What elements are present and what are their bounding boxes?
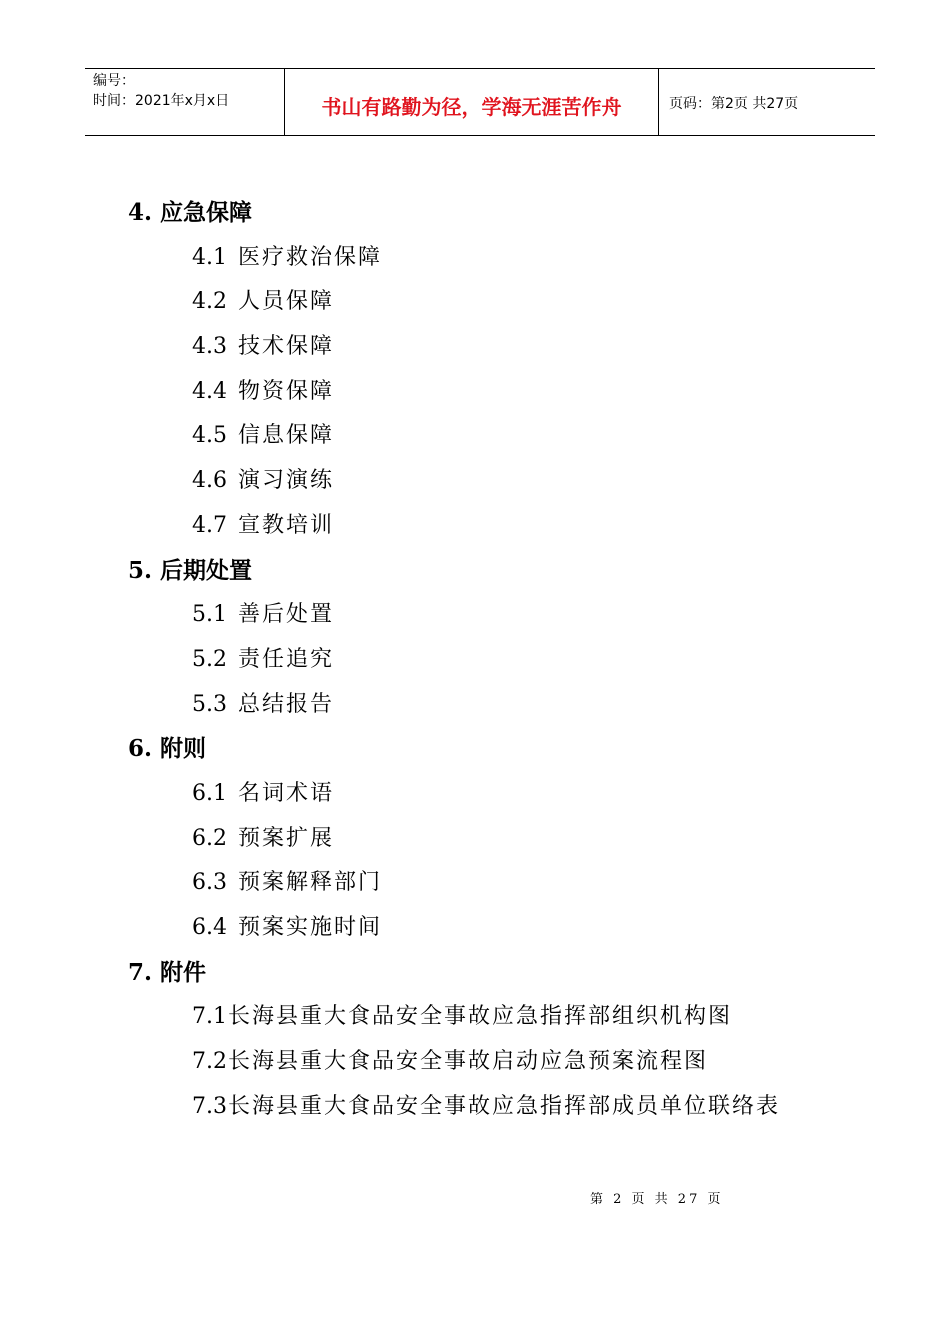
toc-item-7-1 (192, 995, 732, 1039)
toc-item-7-3 (192, 1085, 780, 1129)
toc-item-text: 宣教培训 (238, 513, 335, 538)
toc-item-text: 长海县重大食品安全事故应急指挥部组织机构图 (228, 1004, 733, 1029)
toc-item-text: 医疗救治保障 (238, 245, 383, 270)
toc-item-4-6 (192, 459, 334, 503)
toc-item-5-2 (192, 638, 334, 682)
toc-item-number: 4.7 (192, 513, 227, 538)
page-footer: 第 2 页 共 27 页 (590, 1192, 724, 1207)
toc-item-number: 5.1 (192, 602, 227, 627)
page-header (85, 68, 875, 136)
toc-item-text: 演习演练 (238, 468, 335, 493)
toc-item-number: 7.2 (192, 1049, 227, 1074)
toc-item-text: 预案解释部门 (238, 870, 383, 895)
toc-item-text: 预案实施时间 (238, 915, 383, 940)
toc-item-number: 7.3 (192, 1094, 227, 1119)
toc-item-number: 5.3 (192, 692, 227, 717)
toc-item-text: 名词术语 (238, 781, 335, 806)
toc-item-text: 善后处置 (238, 602, 335, 627)
toc-item-number: 4.2 (192, 289, 227, 314)
header-meta (85, 69, 285, 135)
toc-item-number: 6.4 (192, 915, 227, 940)
toc-item-text: 长海县重大食品安全事故启动应急预案流程图 (228, 1049, 709, 1074)
toc-item-4-5 (192, 414, 334, 458)
toc-item-text: 人员保障 (238, 289, 335, 314)
toc-item-4-7 (192, 504, 334, 548)
toc-item-5-1 (192, 593, 334, 637)
toc-item-7-2 (192, 1040, 708, 1084)
toc-item-4-4 (192, 370, 334, 414)
toc-item-number: 4.3 (192, 334, 227, 359)
toc-item-number: 6.1 (192, 781, 227, 806)
toc-item-text: 信息保障 (238, 423, 335, 448)
toc-item-text: 预案扩展 (238, 826, 335, 851)
toc-item-text: 技术保障 (238, 334, 335, 359)
toc-section-7: 7. 附件 (128, 959, 207, 986)
toc-item-6-1 (192, 772, 334, 816)
toc-item-6-3 (192, 861, 382, 905)
toc-item-number: 6.2 (192, 826, 227, 851)
toc-item-number: 4.4 (192, 379, 227, 404)
header-page-number: 页码：第2页 共27页 (669, 96, 799, 112)
toc-section-5: 5. 后期处置 (128, 557, 253, 584)
toc-item-number: 4.5 (192, 423, 227, 448)
toc-item-4-1 (192, 236, 382, 280)
header-motto: 书山有路勤为径，学海无涯苦作舟 (285, 69, 659, 135)
toc-item-text: 长海县重大食品安全事故应急指挥部成员单位联络表 (228, 1094, 781, 1119)
header-number: 编号： (93, 73, 135, 89)
toc-item-number: 4.6 (192, 468, 227, 493)
toc-item-text: 总结报告 (238, 692, 335, 717)
toc-item-4-2 (192, 280, 334, 324)
toc-section-4: 4. 应急保障 (128, 199, 253, 226)
toc-item-5-3 (192, 683, 334, 727)
toc-item-number: 7.1 (192, 1004, 227, 1029)
toc-item-6-2 (192, 817, 334, 861)
header-time: 时间：2021年x月x日 (93, 93, 230, 109)
toc-item-number: 6.3 (192, 870, 227, 895)
toc-item-6-4 (192, 906, 382, 950)
toc-item-number: 5.2 (192, 647, 227, 672)
toc-item-text: 物资保障 (238, 379, 335, 404)
toc-item-text: 责任追究 (238, 647, 335, 672)
toc-item-number: 4.1 (192, 245, 227, 270)
toc-item-4-3 (192, 325, 334, 369)
toc-section-6: 6. 附则 (128, 735, 207, 762)
